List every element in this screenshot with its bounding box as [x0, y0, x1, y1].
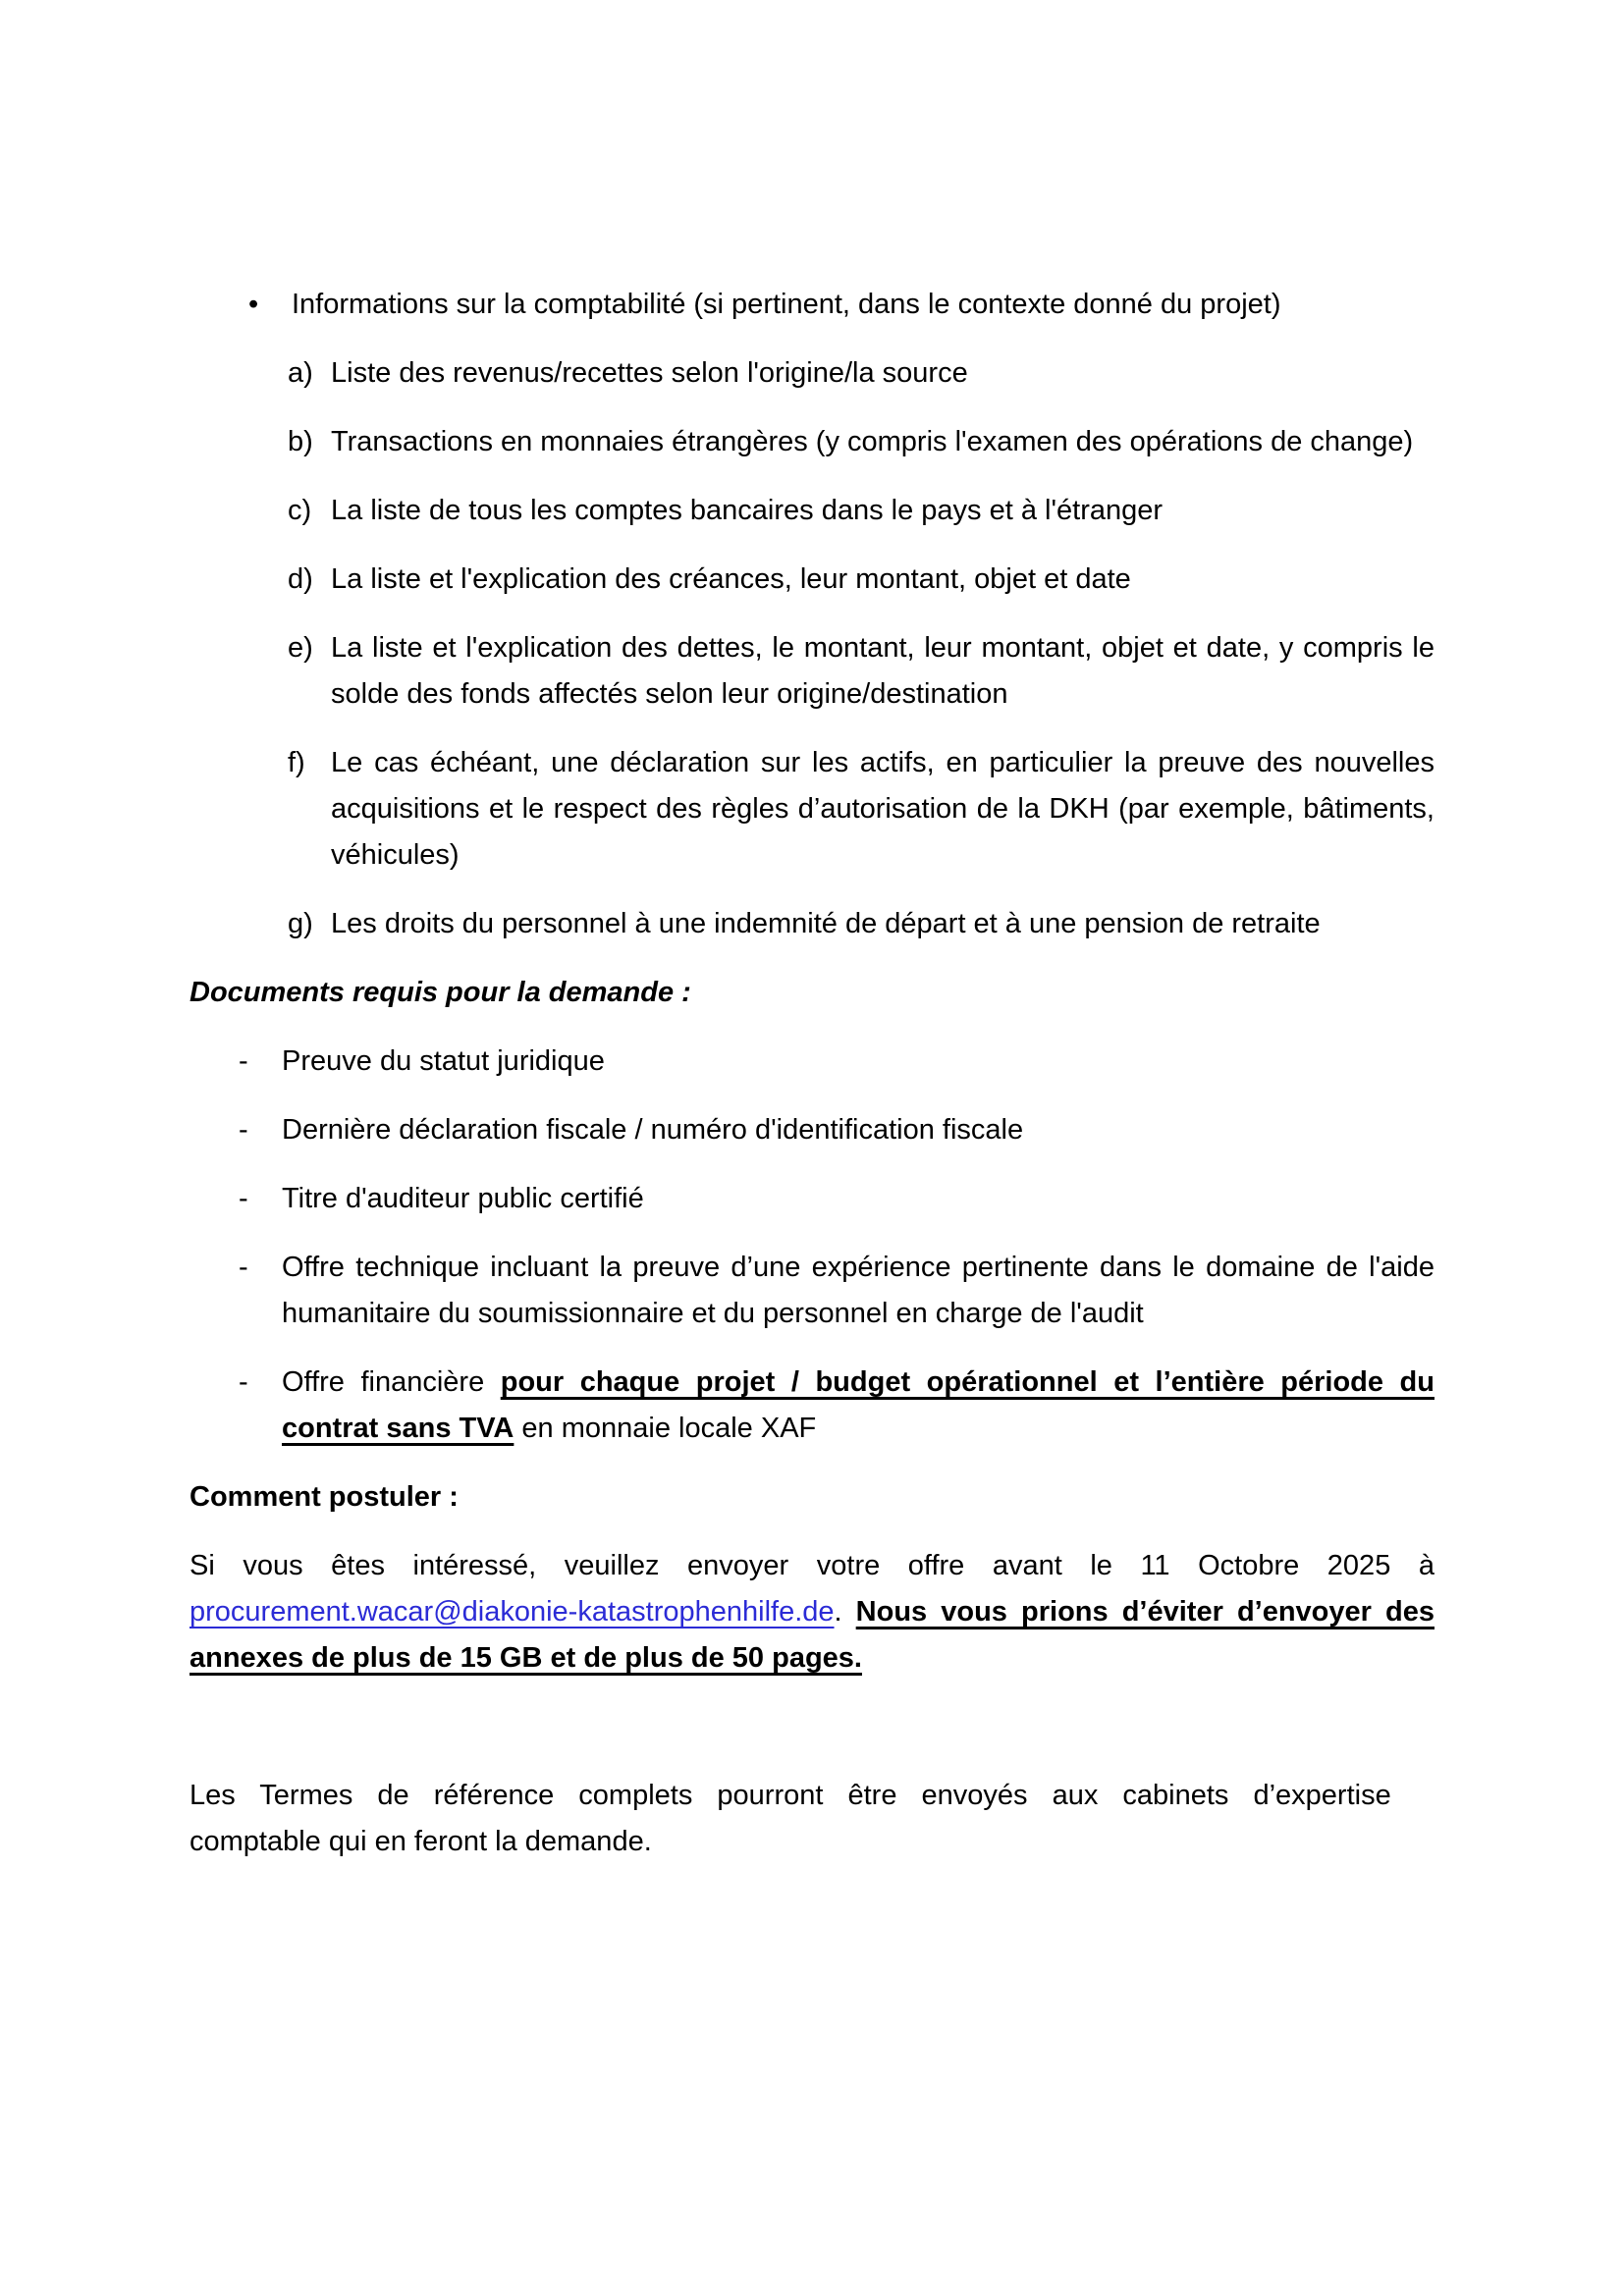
- apply-text-before-link: Si vous êtes intéressé, veuillez envoyer votre offre avant le 11 Octobre 2025 à: [189, 1550, 1435, 1581]
- list-marker-b: b): [288, 426, 313, 457]
- list-item-text: Preuve du statut juridique: [282, 1045, 605, 1077]
- closing-paragraph: [189, 1773, 1435, 1865]
- closing-text-line2: comptable qui en feront la demande.: [189, 1826, 652, 1857]
- list-item-accounting-intro: [189, 282, 1435, 328]
- list-item-b: [189, 419, 1435, 465]
- list-marker-d: d): [288, 563, 313, 595]
- list-item-technical-offer: [189, 1245, 1435, 1337]
- closing-text-line1: Les Termes de référence complets pourront être envoyés aux cabinets d’expertise: [189, 1780, 1391, 1811]
- section-heading-how-to-apply: Comment postuler :: [189, 1481, 459, 1513]
- list-item-text: Informations sur la comptabilité (si pertinent, dans le contexte donné du projet): [292, 289, 1281, 320]
- list-marker-c: c): [288, 495, 312, 526]
- list-item-text: La liste de tous les comptes bancaires dans le pays et à l'étranger: [331, 495, 1164, 526]
- list-marker-f: f): [288, 747, 305, 778]
- section-heading-required-documents: Documents requis pour la demande :: [189, 977, 691, 1008]
- list-item-a: [189, 350, 1435, 397]
- list-item-auditor-title: [189, 1176, 1435, 1222]
- list-item-tax-declaration: [189, 1107, 1435, 1153]
- list-marker-e: e): [288, 632, 313, 664]
- list-item-d: [189, 557, 1435, 603]
- dash-marker: -: [239, 1252, 248, 1283]
- list-item-financial-offer: [189, 1360, 1435, 1452]
- bullet-icon: •: [248, 289, 259, 320]
- dash-marker: -: [239, 1045, 248, 1077]
- list-marker-g: g): [288, 908, 313, 939]
- list-item-text: La liste et l'explication des dettes, le montant, leur montant, objet et date, y compris le solde des fonds affectés selon leur origine/destination: [331, 632, 1435, 710]
- procurement-email-link[interactable]: procurement.wacar@diakonie-katastrophenhilfe.de: [189, 1596, 835, 1628]
- list-item-text: Les droits du personnel à une indemnité de départ et à une pension de retraite: [331, 908, 1321, 939]
- dash-marker: -: [239, 1183, 248, 1214]
- list-item-text: Transactions en monnaies étrangères (y compris l'examen des opérations de change): [331, 426, 1414, 457]
- list-item-text-prefix: Offre financière: [282, 1366, 501, 1398]
- list-item-f: [189, 740, 1435, 879]
- list-item-text: La liste et l'explication des créances, leur montant, objet et date: [331, 563, 1131, 595]
- list-item-legal-status: [189, 1039, 1435, 1085]
- blank-line: [189, 1704, 1435, 1750]
- dash-marker: -: [239, 1114, 248, 1146]
- list-item-text: Liste des revenus/recettes selon l'origine/la source: [331, 357, 968, 389]
- how-to-apply-paragraph: [189, 1543, 1435, 1682]
- list-marker-a: a): [288, 357, 313, 389]
- list-item-g: [189, 901, 1435, 947]
- list-item-text: Dernière déclaration fiscale / numéro d'identification fiscale: [282, 1114, 1024, 1146]
- apply-text-after-link: .: [834, 1596, 856, 1628]
- list-item-text: Offre technique incluant la preuve d’une expérience pertinente dans le domaine de l'aide humanitaire du soumissionnaire et du personnel en charge de l'audit: [282, 1252, 1435, 1329]
- list-item-e: [189, 625, 1435, 718]
- apply-text-emphasis: Nous vous prions d’éviter d’envoyer des annexes de plus de 15 GB et de plus de 50 pages.: [189, 1596, 1435, 1674]
- list-item-text: Le cas échéant, une déclaration sur les actifs, en particulier la preuve des nouvelles acquisitions et le respect des règles d’autorisation de la DKH (par exemple, bâtiments, véhicules): [331, 747, 1435, 871]
- list-item-c: [189, 488, 1435, 534]
- list-item-text: Titre d'auditeur public certifié: [282, 1183, 644, 1214]
- list-item-text-emphasis: pour chaque projet / budget opérationnel et l’entière période du contrat sans TVA: [282, 1366, 1435, 1444]
- document-content: [189, 282, 1435, 1888]
- dash-marker: -: [239, 1366, 248, 1398]
- list-item-text-suffix: en monnaie locale XAF: [514, 1413, 817, 1444]
